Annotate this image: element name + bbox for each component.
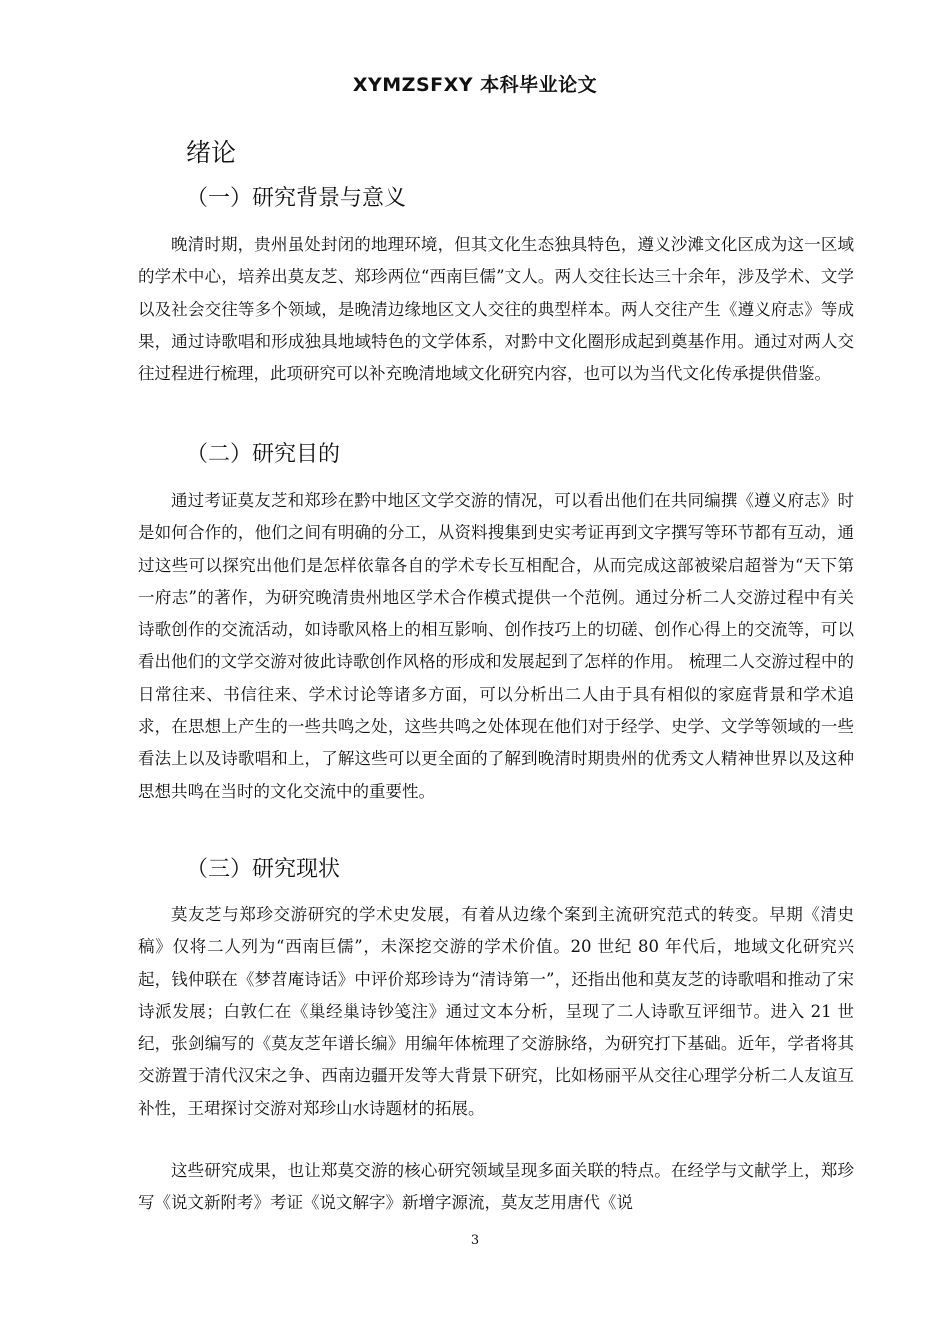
section-heading-background: （一）研究背景与意义 bbox=[186, 186, 407, 211]
section-heading-purpose: （二）研究目的 bbox=[186, 442, 341, 467]
section-heading-status: （三）研究现状 bbox=[186, 857, 341, 882]
chapter-title: 绪论 bbox=[186, 138, 237, 167]
paragraph-status-1: 莫友芝与郑珍交游研究的学术史发展，有着从边缘个案到主流研究范式的转变。早期《清史稿》仅将二人列为“西南巨儒”，未深挖交游的学术价值。20 世纪 80 年代后，地域文化研究兴起，钱仲联在《梦苕庵诗话》中评价郑珍诗为“清诗第一”，还指出他和莫友芝的诗歌唱和推动了宋诗派发展；白敦仁在《巢经巢诗钞笺注》通过文本分析，呈现了二人诗歌互评细节。进入 21 世纪，张剑编写的《莫友芝年谱长编》用编年体梳理了交游脉络，为研究打下基础。近年，学者将其交游置于清代汉宋之争、西南边疆开发等大背景下研究，比如杨丽平从交往心理学分析二人友谊互补性，王珺探讨交游对郑珍山水诗题材的拓展。 bbox=[138, 905, 854, 1118]
paragraph-status-2: 这些研究成果，也让郑莫交游的核心研究领域呈现多面关联的特点。在经学与文献学上，郑珍写《说文新附考》考证《说文解字》新增字源流，莫友芝用唐代《说 bbox=[138, 1161, 854, 1213]
paragraph-purpose: 通过考证莫友芝和郑珍在黔中地区文学交游的情况，可以看出他们在共同编撰《遵义府志》时是如何合作的，他们之间有明确的分工，从资料搜集到史实考证再到文字撰写等环节都有互动，通过这些可以探究出他们是怎样依靠各自的学术专长互相配合，从而完成这部被梁启超誉为“天下第一府志”的著作，为研究晚清贵州地区学术合作模式提供一个范例。通过分析二人交游过程中有关诗歌创作的交流活动，如诗歌风格上的相互影响、创作技巧上的切磋、创作心得上的交流等，可以看出他们的文学交游对彼此诗歌创作风格的形成和发展起到了怎样的作用。 梳理二人交游过程中的日常往来、书信往来、学术讨论等诸多方面，可以分析出二人由于具有相似的家庭背景和学术追求，在思想上产生的一些共鸣之处，这些共鸣之处体现在他们对于经学、史学、文学等领域的一些看法上以及诗歌唱和上，了解这些可以更全面的了解到晚清时期贵州的优秀文人精神世界以及这种思想共鸣在当时的文化交流中的重要性。 bbox=[138, 491, 854, 801]
running-header: XYMZSFXY 本科毕业论文 bbox=[352, 74, 598, 96]
paragraph-background: 晚清时期，贵州虽处封闭的地理环境，但其文化生态独具特色，遵义沙滩文化区成为这一区域的学术中心，培养出莫友芝、郑珍两位“西南巨儒”文人。两人交往长达三十余年，涉及学术、文学以及社会交往等多个领域，是晚清边缘地区文人交往的典型样本。两人交往产生《遵义府志》等成果，通过诗歌唱和形成独具地域特色的文学体系，对黔中文化圈形成起到奠基作用。通过对两人交往过程进行梳理，此项研究可以补充晚清地域文化研究内容，也可以为当代文化传承提供借鉴。 bbox=[138, 235, 854, 384]
page-number: 3 bbox=[470, 1233, 480, 1248]
